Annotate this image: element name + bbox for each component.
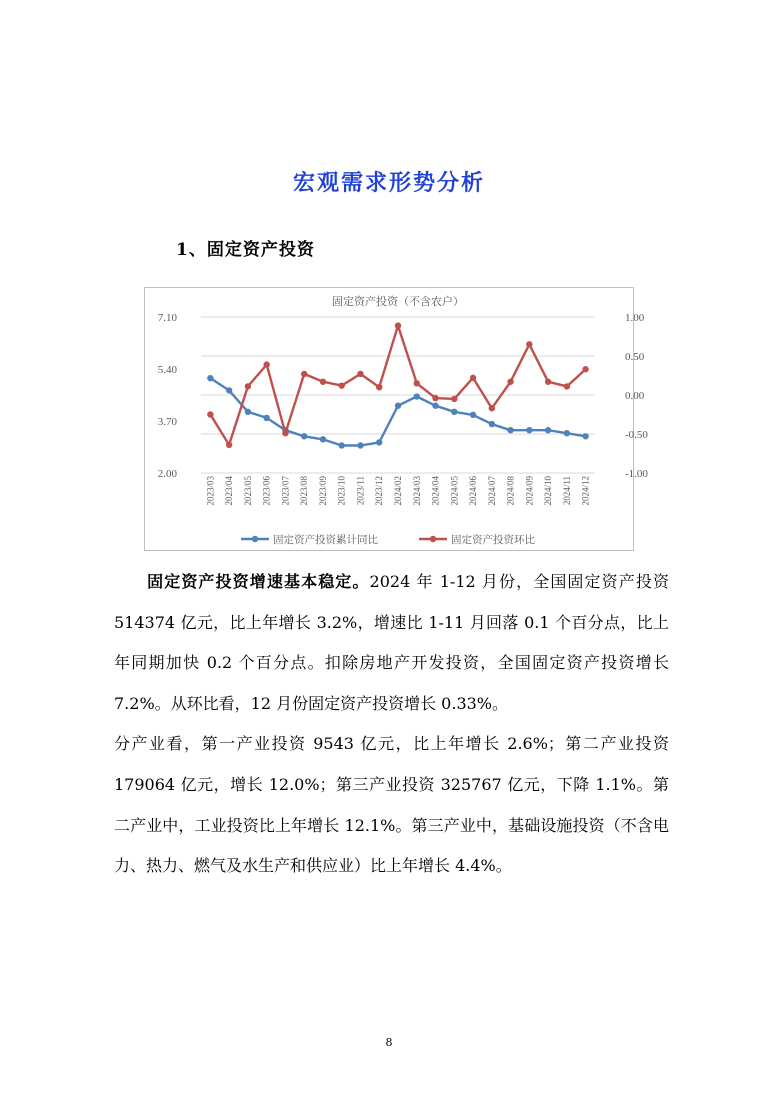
series-2-point [376, 384, 382, 390]
series-1-point [357, 442, 363, 448]
series-2-point [282, 430, 288, 436]
series-2-point [207, 411, 213, 417]
series-2-point [507, 379, 513, 385]
x-axis-tick-label: 2023/11 [355, 476, 366, 506]
series-1-point [395, 403, 401, 409]
series-2-point [470, 375, 476, 381]
x-axis-tick-label: 2023/04 [224, 476, 235, 506]
series-1-point [414, 393, 420, 399]
x-axis-tick-label: 2024/10 [543, 476, 554, 506]
x-axis-tick-label: 2023/03 [205, 476, 216, 506]
series-2-point [526, 341, 532, 347]
series-2-point [582, 366, 588, 372]
series-1-point [451, 409, 457, 415]
series-1-point [263, 415, 269, 421]
x-axis-tick-label: 2023/09 [317, 476, 328, 506]
left-axis-tick-label: 3.70 [157, 416, 177, 428]
series-2-point [564, 383, 570, 389]
x-axis-tick-label: 2024/09 [524, 476, 535, 506]
series-1-point [432, 403, 438, 409]
legend-marker-1 [252, 536, 258, 542]
x-axis-tick-label: 2024/04 [430, 476, 441, 506]
series-2-point [489, 405, 495, 411]
series-1-point [320, 436, 326, 442]
series-1-point [207, 375, 213, 381]
page-number: 8 [385, 1036, 393, 1049]
series-1-point [564, 430, 570, 436]
x-axis-tick-label: 2023/07 [280, 476, 291, 506]
legend-label-1: 固定资产投资累计同比 [273, 535, 378, 546]
series-1-point [376, 439, 382, 445]
fixed-asset-investment-chart [144, 287, 648, 551]
x-axis-tick-label: 2024/07 [486, 476, 497, 506]
series-1-point [301, 433, 307, 439]
series-line-1 [210, 378, 585, 445]
right-axis-tick-label: -0.50 [625, 429, 648, 441]
x-axis-tick-label: 2024/02 [393, 476, 403, 506]
chart-title: 固定资产投资（不含农户） [332, 296, 464, 308]
series-2-point [414, 380, 420, 386]
series-1-point [226, 387, 232, 393]
series-1-point [526, 427, 532, 433]
series-1-point [582, 433, 588, 439]
right-axis-tick-label: 0.00 [625, 390, 645, 402]
section-heading: 1、固定资产投资 [176, 240, 315, 260]
series-1-point [545, 427, 551, 433]
series-2-point [263, 361, 269, 367]
series-1-point [489, 421, 495, 427]
x-axis-tick-label: 2024/12 [580, 476, 591, 506]
series-1-point [507, 427, 513, 433]
series-2-point [545, 379, 551, 385]
series-2-point [432, 395, 438, 401]
page-title: 宏观需求形势分析 [292, 170, 485, 196]
legend-label-2: 固定资产投资环比 [451, 535, 535, 546]
x-axis-tick-label: 2024/03 [411, 476, 422, 506]
left-axis-tick-label: 2.00 [157, 468, 177, 480]
paragraph-1 [114, 562, 669, 724]
x-axis-tick-label: 2024/06 [468, 476, 479, 506]
left-axis-tick-label: 5.40 [157, 364, 177, 376]
legend-marker-2 [430, 536, 436, 542]
series-2-point [301, 371, 307, 377]
paragraph-1-lead: 固定资产投资增速基本稳定。 [146, 572, 370, 591]
series-1-point [339, 442, 345, 448]
right-axis-tick-label: 1.00 [625, 312, 645, 324]
x-axis-tick-label: 2023/08 [299, 476, 310, 506]
x-axis-tick-label: 2024/08 [505, 476, 516, 506]
x-axis-tick-label: 2023/10 [336, 476, 347, 506]
series-2-point [339, 382, 345, 388]
series-2-point [320, 379, 326, 385]
series-2-point [226, 442, 232, 448]
x-axis-tick-label: 2023/06 [261, 476, 272, 506]
chart-svg [145, 288, 648, 552]
paragraph-2: 分产业看，第一产业投资 9543 亿元，比上年增长 2.6%；第二产业投资 179064 亿元，增长 12.0%；第三产业投资 325767 亿元，下降 1.1%。第二产业中，工业投资比上年增长 12.1%。第三产业中，基础设施投资（不含电力、热力、燃气及水生产和供应业）比上年增长 4.4%。 [114, 734, 669, 876]
left-axis-tick-label: 7.10 [157, 312, 177, 324]
right-axis-tick-label: 0.50 [625, 351, 645, 363]
x-axis-tick-label: 2024/05 [449, 476, 460, 506]
body-text [114, 562, 669, 887]
x-axis-tick-label: 2024/11 [561, 476, 572, 506]
series-2-point [245, 383, 251, 389]
series-1-point [245, 409, 251, 415]
x-axis-tick-label: 2023/05 [242, 476, 253, 506]
series-2-point [451, 396, 457, 402]
paragraph-1-text: 2024 年 1-12 月份，全国固定资产投资 514374 亿元，比上年增长 3.2%，增速比 1-11 月回落 0.1 个百分点，比上年同期加快 0.2 个百分点。扣除房地产开发投资，全国固定资产投资增长 7.2%。从环比看，12 月份固定资产投资增长 0.33%。 [114, 572, 669, 713]
series-2-point [357, 371, 363, 377]
right-axis-tick-label: -1.00 [625, 468, 648, 480]
x-axis-tick-label: 2023/12 [374, 476, 385, 506]
series-2-point [395, 322, 401, 328]
series-1-point [470, 412, 476, 418]
